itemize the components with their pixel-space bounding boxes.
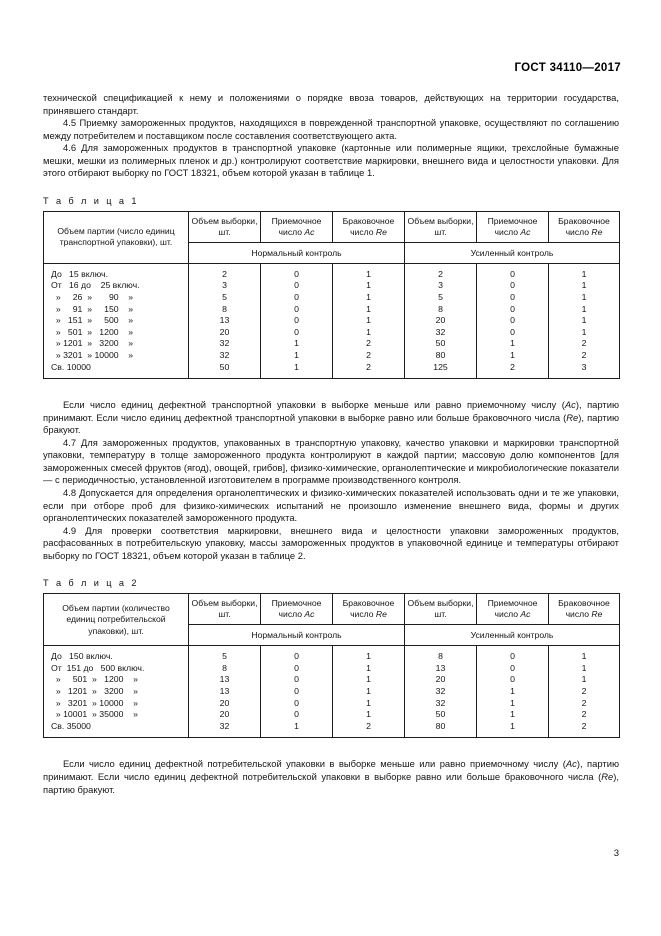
- paragraph-4-8: 4.8 Допускается для определения органолептических и физико-химических показателей использовать одни и те же упаковки, если при отборе проб для физико-химических испытаний не произошло изменение внешнего вида, формы и других органолептических показателей замороженного продукта.: [43, 487, 619, 524]
- table-cell: 1: [510, 720, 515, 731]
- table-cell: 1: [510, 697, 515, 708]
- table-cell: 1: [366, 651, 371, 662]
- table-cell: 5: [222, 292, 227, 303]
- table-row-label: » 1201 » 3200 »: [51, 686, 138, 697]
- sampling-table-1: [43, 211, 620, 379]
- table-cell: 50: [435, 709, 446, 720]
- table-1-body-row: [44, 263, 620, 378]
- table-cell: 20: [219, 697, 230, 708]
- page-number: 3: [613, 848, 619, 859]
- table-cell: 2: [438, 268, 443, 279]
- table-cell: 1: [510, 709, 515, 720]
- table-1-col-header-4: Объем выборки, шт.: [405, 211, 477, 242]
- table-1-data-col-4: [405, 263, 477, 378]
- table-cell: 13: [219, 686, 230, 697]
- table-cell: 80: [435, 349, 446, 360]
- table-1-col-header-5: Приемочное число Ac: [477, 211, 549, 242]
- table-2-row-labels: [44, 646, 189, 738]
- table-cell: 1: [366, 674, 371, 685]
- table-cell: 2: [222, 268, 227, 279]
- table-cell: 8: [222, 303, 227, 314]
- table-cell: 32: [219, 338, 230, 349]
- table-cell: 0: [510, 651, 515, 662]
- table-cell: 2: [581, 686, 587, 697]
- table-2-data-col-5: [477, 646, 549, 738]
- table-cell: 2: [581, 338, 587, 349]
- table-cell: 1: [366, 292, 371, 303]
- table-cell: 1: [366, 662, 371, 673]
- table-cell: 1: [510, 686, 515, 697]
- table-cell: 0: [294, 268, 299, 279]
- table-cell: 1: [294, 720, 299, 731]
- table-2-data-col-6: [549, 646, 620, 738]
- paragraph-after-table-1: Если число единиц дефектной транспортной упаковки в выборке меньше или равно приемочному числу (Ac), партию принимают. Если число единиц дефектной транспортной упаковки в выборке равно или больше браковочного числа (Re), партию бракуют.: [43, 399, 619, 436]
- table-row-label: » 151 » 500 »: [51, 315, 134, 326]
- table-row-label: » 501 » 1200 »: [51, 674, 138, 685]
- table-cell: 20: [435, 674, 446, 685]
- table-row-label: » 91 » 150 »: [51, 303, 134, 314]
- table-cell: 0: [510, 292, 515, 303]
- table-cell: 5: [438, 292, 443, 303]
- table-row-label: » 10001 » 35000 »: [51, 709, 138, 720]
- table-cell: 1: [581, 662, 587, 673]
- sampling-table-2: [43, 593, 620, 738]
- table-2-body-row: [44, 646, 620, 738]
- table-cell: 0: [510, 326, 515, 337]
- table-cell: 32: [435, 326, 446, 337]
- table-cell: 0: [294, 315, 299, 326]
- table-2-row-label-list: [44, 646, 188, 737]
- table-cell: 2: [581, 709, 587, 720]
- paragraph-4-9: 4.9 Для проверки соответствия маркировки, внешнего вида и целостности упаковки замороженных продуктов, расфасованных в потребительскую упаковку, массы замороженных продуктов в упаковочной единице и температуры отбирают выборку по ГОСТ 18321, объем которой указан в таблице 2.: [43, 524, 619, 561]
- table-row-label: Св. 10000: [51, 361, 91, 372]
- paragraph-after-table-2: Если число единиц дефектной потребительской упаковки в выборке меньше или равно приемочному числу (Ac), партию принимают. Если число единиц дефектной потребительской упаковки в выборке равно или больше браковочного числа (Re), партию бракуют.: [43, 758, 619, 795]
- table-cell: 1: [581, 651, 587, 662]
- table-row-label: Св. 35000: [51, 720, 91, 731]
- table-cell: 1: [366, 315, 371, 326]
- paragraph-4-5: 4.5 Приемку замороженных продуктов, находящихся в поврежденной транспортной упаковке, осуществляют по соглашению между потребителем и поставщиком после составления соответствующего акта.: [43, 117, 619, 141]
- table-1-row-label-list: [44, 264, 188, 378]
- table-1-caption: Т а б л и ц а 1: [43, 195, 139, 206]
- table-cell: 0: [510, 674, 515, 685]
- table-2-col-header-1: Объем выборки, шт.: [189, 594, 261, 625]
- table-1-data-col-3: [333, 263, 405, 378]
- document-body: [43, 92, 619, 796]
- table-cell: 1: [581, 674, 587, 685]
- table-2-caption: Т а б л и ц а 2: [43, 578, 139, 589]
- table-cell: 0: [510, 662, 515, 673]
- table-cell: 1: [366, 280, 371, 291]
- table-cell: 1: [366, 697, 371, 708]
- table-1-col-header-3: Браковочное число Re: [333, 211, 405, 242]
- table-2-col-header-2: Приемочное число Ac: [261, 594, 333, 625]
- table-1-data-col-6: [549, 263, 620, 378]
- table-cell: 5: [222, 651, 227, 662]
- table-cell: 50: [435, 338, 446, 349]
- table-cell: 1: [510, 338, 515, 349]
- table-1-data-col-1: [189, 263, 261, 378]
- table-cell: 1: [581, 326, 587, 337]
- table-cell: 2: [581, 697, 587, 708]
- table-cell: 2: [510, 361, 515, 372]
- table-2-col-header-6: Браковочное число Re: [549, 594, 620, 625]
- table-cell: 1: [366, 303, 371, 314]
- paragraph-4-7: 4.7 Для замороженных продуктов, упакованных в транспортную упаковку, качество упаковки и маркировки транспортной упаковки, температуру в толще замороженного продукта контролируют в каждой партии; массовую долю компонентов [для замороженных смесей фруктов (ягод), овощей, грибов], физико-химические, органолептические и микробиологические показатели — с периодичностью, установленной изготовителем в программе производственного контроля.: [43, 436, 619, 486]
- table-cell: 80: [435, 720, 446, 731]
- table-cell: 2: [366, 361, 371, 372]
- table-cell: 32: [219, 720, 230, 731]
- table-1-row-labels: [44, 263, 189, 378]
- table-cell: 0: [294, 674, 299, 685]
- table-cell: 1: [294, 338, 299, 349]
- table-row-label: » 1201 » 3200 »: [51, 338, 134, 349]
- table-cell: 3: [581, 361, 587, 372]
- table-row-label: До 15 включ.: [51, 268, 108, 279]
- document-standard-number: ГОСТ 34110—2017: [514, 62, 621, 74]
- paragraph-continued: технической спецификацией к нему и положениями о порядке ввоза товаров, действующих на территории государства, принявшего стандарт.: [43, 92, 619, 116]
- table-cell: 8: [222, 662, 227, 673]
- table-cell: 8: [438, 303, 443, 314]
- table-cell: 0: [294, 280, 299, 291]
- table-1-col-header-6: Браковочное число Re: [549, 211, 620, 242]
- table-cell: 1: [294, 361, 299, 372]
- table-cell: 1: [581, 315, 587, 326]
- table-2-data-col-2: [261, 646, 333, 738]
- table-cell: 13: [219, 315, 230, 326]
- table-cell: 1: [581, 280, 587, 291]
- table-2-col-header-4: Объем выборки, шт.: [405, 594, 477, 625]
- table-cell: 0: [294, 651, 299, 662]
- table-cell: 0: [510, 303, 515, 314]
- table-cell: 20: [435, 315, 446, 326]
- table-2-col-header-5: Приемочное число Ac: [477, 594, 549, 625]
- table-header-row: [44, 594, 620, 625]
- table-cell: 0: [510, 268, 515, 279]
- table-row-label: От 16 до 25 включ.: [51, 280, 140, 291]
- table-cell: 0: [294, 686, 299, 697]
- table-2-lead-header: Объем партии (количество единиц потребительской упаковки), шт.: [44, 594, 189, 646]
- table-2-group-normal: Нормальный контроль: [189, 625, 405, 646]
- table-cell: 0: [294, 662, 299, 673]
- table-row-label: » 3201 » 10000 »: [51, 349, 134, 360]
- table-row-label: » 3201 » 10000 »: [51, 697, 138, 708]
- table-cell: 125: [433, 361, 448, 372]
- paragraph-4-6: 4.6 Для замороженных продуктов в транспортной упаковке (картонные или полимерные ящики, трехслойные бумажные мешки, мешки из полимерных пленок и др.) контролируют соответствие маркировки, внешнего вида и целостности упаковки. Для этого отбирают выборку по ГОСТ 18321, объем которой указан в таблице 1.: [43, 142, 619, 179]
- table-row-label: От 151 до 500 включ.: [51, 662, 145, 673]
- table-cell: 1: [366, 326, 371, 337]
- table-row-label: » 501 » 1200 »: [51, 326, 134, 337]
- table-cell: 1: [581, 303, 587, 314]
- table-cell: 20: [219, 326, 230, 337]
- table-cell: 1: [366, 709, 371, 720]
- table-cell: 8: [438, 651, 443, 662]
- table-cell: 32: [219, 349, 230, 360]
- table-cell: 50: [219, 361, 230, 372]
- table-cell: 32: [435, 686, 446, 697]
- table-cell: 3: [222, 280, 227, 291]
- table-cell: 1: [510, 349, 515, 360]
- table-cell: 0: [294, 697, 299, 708]
- table-2-group-tightened: Усиленный контроль: [405, 625, 620, 646]
- table-cell: 1: [294, 349, 299, 360]
- table-cell: 0: [294, 709, 299, 720]
- table-row-label: До 150 включ.: [51, 651, 113, 662]
- table-cell: 0: [510, 280, 515, 291]
- table-1-data-col-2: [261, 263, 333, 378]
- table-1-data-col-5: [477, 263, 549, 378]
- table-cell: 0: [294, 326, 299, 337]
- table-2-data-col-4: [405, 646, 477, 738]
- table-row-label: » 26 » 90 »: [51, 292, 134, 303]
- table-cell: 0: [294, 292, 299, 303]
- table-cell: 32: [435, 697, 446, 708]
- table-cell: 2: [366, 720, 371, 731]
- table-cell: 0: [294, 303, 299, 314]
- table-cell: 0: [510, 315, 515, 326]
- table-cell: 20: [219, 709, 230, 720]
- table-1-group-tightened: Усиленный контроль: [405, 242, 620, 263]
- table-cell: 2: [366, 349, 371, 360]
- table-cell: 3: [438, 280, 443, 291]
- table-cell: 2: [581, 349, 587, 360]
- table-1-group-normal: Нормальный контроль: [189, 242, 405, 263]
- table-1-col-header-1: Объем выборки, шт.: [189, 211, 261, 242]
- table-cell: 13: [219, 674, 230, 685]
- table-2-col-header-3: Браковочное число Re: [333, 594, 405, 625]
- table-cell: 2: [366, 338, 371, 349]
- table-cell: 1: [366, 686, 371, 697]
- table-cell: 1: [581, 292, 587, 303]
- table-1-col-header-2: Приемочное число Ac: [261, 211, 333, 242]
- table-2-data-col-3: [333, 646, 405, 738]
- table-cell: 13: [435, 662, 446, 673]
- table-cell: 1: [366, 268, 371, 279]
- table-header-row: [44, 211, 620, 242]
- table-cell: 1: [581, 268, 587, 279]
- table-1-lead-header: Объем партии (число единиц транспортной упаковки), шт.: [44, 211, 189, 263]
- table-2-data-col-1: [189, 646, 261, 738]
- table-cell: 2: [581, 720, 587, 731]
